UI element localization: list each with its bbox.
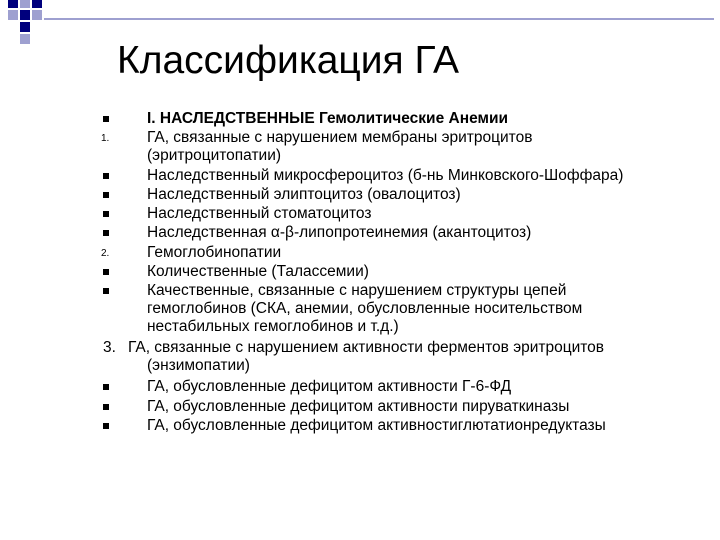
list-item-text: ГА, обусловленные дефицитом активности пируваткиназы bbox=[147, 398, 570, 415]
list-item-text: (энзимопатии) bbox=[147, 357, 250, 374]
list-item-text: нестабильных гемоглобинов и т.д.) bbox=[147, 318, 399, 335]
list-item-text: ГА, связанные с нарушением мембраны эритроцитов bbox=[147, 129, 533, 146]
square-bullet-icon bbox=[103, 230, 109, 236]
square-bullet-icon bbox=[103, 192, 109, 198]
list-number: 1. bbox=[101, 133, 110, 144]
corner-square-dark bbox=[20, 22, 30, 32]
corner-square-light bbox=[8, 10, 18, 20]
list-item-text: Количественные (Талассемии) bbox=[147, 263, 369, 280]
square-bullet-icon bbox=[103, 269, 109, 275]
list-item-text: ГА, обусловленные дефицитом активности Г-6-ФД bbox=[147, 378, 512, 395]
corner-square-dark bbox=[8, 0, 18, 8]
corner-square-light bbox=[20, 34, 30, 44]
list-item-text: Наследственный элиптоцитоз (овалоцитоз) bbox=[147, 186, 461, 203]
square-bullet-icon bbox=[103, 173, 109, 179]
list-item-text: Наследственный микросфероцитоз (б-нь Минковского-Шоффара) bbox=[147, 167, 624, 184]
slide-title: Классификация ГА bbox=[117, 39, 460, 82]
list-number: 2. bbox=[101, 248, 110, 259]
square-bullet-icon bbox=[103, 384, 109, 390]
square-bullet-icon bbox=[103, 116, 109, 122]
list-item-text: I. НАСЛЕДСТВЕННЫЕ Гемолитические Анемии bbox=[147, 110, 509, 127]
corner-square-light bbox=[20, 0, 30, 8]
corner-square-light bbox=[32, 10, 42, 20]
list-number: 3. bbox=[103, 339, 116, 356]
list-item-text: Наследственный стоматоцитоз bbox=[147, 205, 372, 222]
square-bullet-icon bbox=[103, 211, 109, 217]
list-item-text: Наследственная α-β-липопротеинемия (акантоцитоз) bbox=[147, 224, 532, 241]
corner-square-dark bbox=[20, 10, 30, 20]
list-item-text: ГА, обусловленные дефицитом активностиглютатионредуктазы bbox=[147, 417, 606, 434]
square-bullet-icon bbox=[103, 423, 109, 429]
list-item-text: ГА, связанные с нарушением активности ферментов эритроцитов bbox=[128, 339, 605, 356]
list-item-text: Гемоглобинопатии bbox=[147, 244, 282, 261]
list-item-text: (эритроцитопатии) bbox=[147, 147, 282, 164]
top-rule-light bbox=[44, 18, 714, 20]
square-bullet-icon bbox=[103, 288, 109, 294]
corner-square-dark bbox=[32, 0, 42, 8]
square-bullet-icon bbox=[103, 404, 109, 410]
list-item-text: гемоглобинов (СКА, анемии, обусловленные носительством bbox=[147, 300, 583, 317]
list-item-text: Качественные, связанные с нарушением структуры цепей bbox=[147, 282, 567, 299]
